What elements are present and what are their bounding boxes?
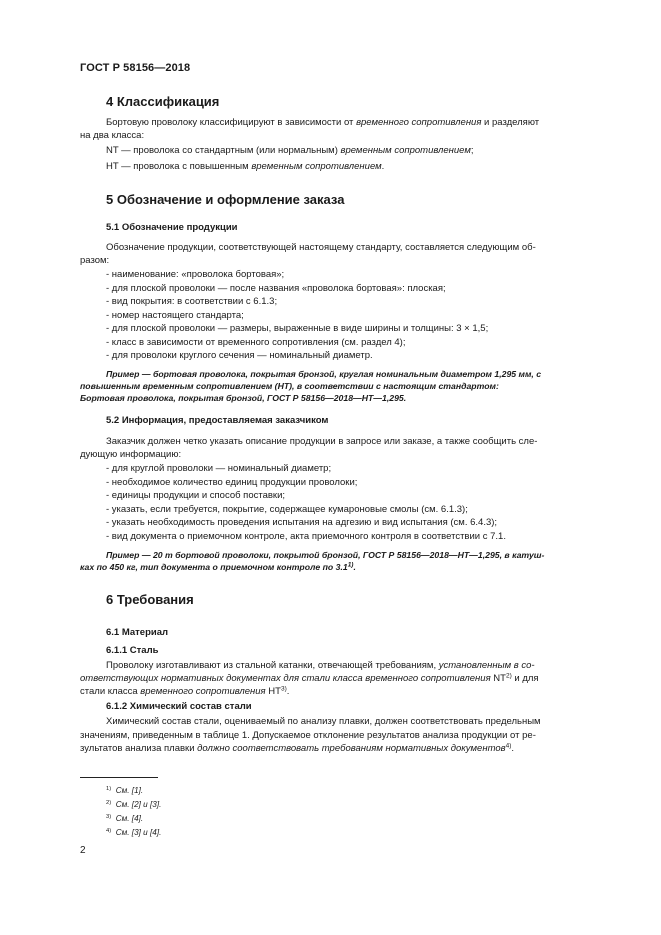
section-5-title: 5 Обозначение и оформление заказа (106, 192, 345, 207)
section-4-title: 4 Классификация (106, 94, 220, 109)
s52-intro-line2: дующую информацию: (80, 449, 182, 460)
footnote-ref: 3) (280, 685, 287, 693)
section-6-1-title: 6.1 Материал (106, 627, 169, 638)
footnote-ref: 2) (505, 672, 512, 680)
s52-list-item: - для круглой проволоки — номинальный диаметр; (106, 463, 332, 474)
footnote-item: $^{1)}$ См. [1]. (106, 786, 144, 795)
s52-list-item: - указать, если требуется, покрытие, содержащее кумароновые смолы (см. 6.1.3); (106, 504, 468, 515)
s611-line1: Проволоку изготавливают из стальной катанки, отвечающей требованиям, установленным в со- (106, 660, 535, 671)
s52-intro-line1: Заказчик должен четко указать описание продукции в запросе или заказе, а также сообщить сле- (106, 436, 538, 447)
footnote-item: $^{4)}$ См. [3] и [4]. (106, 828, 162, 837)
s52-example-line1: Пример — 20 т бортовой проволоки, покрытой бронзой, ГОСТ Р 58156—2018—HT—1,295, в катуш- (106, 550, 545, 560)
s51-list-item: - наименование: «проволока бортовая»; (106, 269, 285, 280)
s4-paragraph-line1: Бортовую проволоку классифицируют в зависимости от временного сопротивления и разделяют (106, 117, 540, 128)
section-5-1-title: 5.1 Обозначение продукции (106, 222, 238, 233)
s4-paragraph-line2: на два класса: (80, 130, 145, 141)
footnote-separator (80, 777, 158, 778)
s51-list-item: - номер настоящего стандарта; (106, 310, 244, 321)
s51-intro-line2: разом: (80, 255, 110, 266)
s51-example-line3: Бортовая проволока, покрытая бронзой, ГОСТ Р 58156—2018—HT—1,295. (80, 393, 407, 403)
s4-class-nt: NT — проволока со стандартным (или нормальным) временным сопротивлением; (106, 145, 474, 156)
s611-line3: стали класса временного сопротивления HT$^{3)}$. (80, 685, 290, 697)
s52-list-item: - указать необходимость проведения испытания на адгезию и вид испытания (см. 6.4.3); (106, 517, 498, 528)
s52-list-item: - необходимое количество единиц продукции проволоки; (106, 477, 358, 488)
s51-intro-line1: Обозначение продукции, соответствующей настоящему стандарту, составляется следующим об- (106, 242, 536, 253)
s612-line1: Химический состав стали, оцениваемый по анализу плавки, должен соответствовать предельным (106, 716, 541, 727)
section-5-2-title: 5.2 Информация, предоставляемая заказчиком (106, 415, 329, 426)
s4-class-ht: HT — проволока с повышенным временным сопротивлением. (106, 161, 385, 172)
s611-line2: ответствующих нормативных документах для стали класса временного сопротивления NT$^{2)}$ и для (80, 672, 539, 684)
s51-list-item: - класс в зависимости от временного сопротивления (см. раздел 4); (106, 337, 406, 348)
footnote-item: $^{3)}$ См. [4]. (106, 814, 144, 823)
page-number: 2 (80, 845, 86, 856)
s51-list-item: - для проволоки круглого сечения — номинальный диаметр. (106, 350, 373, 361)
s612-line3: зультатов анализа плавки должно соответствовать требованиям нормативных документов$^{4)}$. (80, 742, 515, 754)
section-6-1-1-title: 6.1.1 Сталь (106, 645, 159, 656)
footnote-item: $^{2)}$ См. [2] и [3]. (106, 800, 162, 809)
footnote-ref: 1) (347, 561, 354, 569)
s51-list-item: - для плоской проволоки — после названия «проволока бортовая»: плоская; (106, 283, 446, 294)
s52-example-line2: ках по 450 кг, тип документа о приемочном контроле по 3.1$^{1)}$. (80, 561, 356, 572)
footnote-ref: 4) (505, 742, 512, 750)
s51-list-item: - вид покрытия: в соответствии с 6.1.3; (106, 296, 278, 307)
s51-example-line1: Пример — бортовая проволока, покрытая бронзой, круглая номинальным диаметром 1,295 мм, с (106, 369, 542, 379)
s52-list-item: - единицы продукции и способ поставки; (106, 490, 286, 501)
s52-list-item: - вид документа о приемочном контроле, акта приемочного контроля в соответствии с 7.1. (106, 531, 506, 542)
section-6-1-2-title: 6.1.2 Химический состав стали (106, 701, 252, 712)
section-6-title: 6 Требования (106, 592, 194, 607)
s51-list-item: - для плоской проволоки — размеры, выраженные в виде ширины и толщины: 3 × 1,5; (106, 323, 489, 334)
s612-line2: значениям, приведенным в таблице 1. Допускаемое отклонение результатов анализа продукции от ре- (80, 730, 536, 741)
document-header: ГОСТ Р 58156—2018 (80, 62, 191, 74)
s51-example-line2: повышенным временным сопротивлением (HT), в соответствии с настоящим стандартом: (80, 381, 499, 391)
